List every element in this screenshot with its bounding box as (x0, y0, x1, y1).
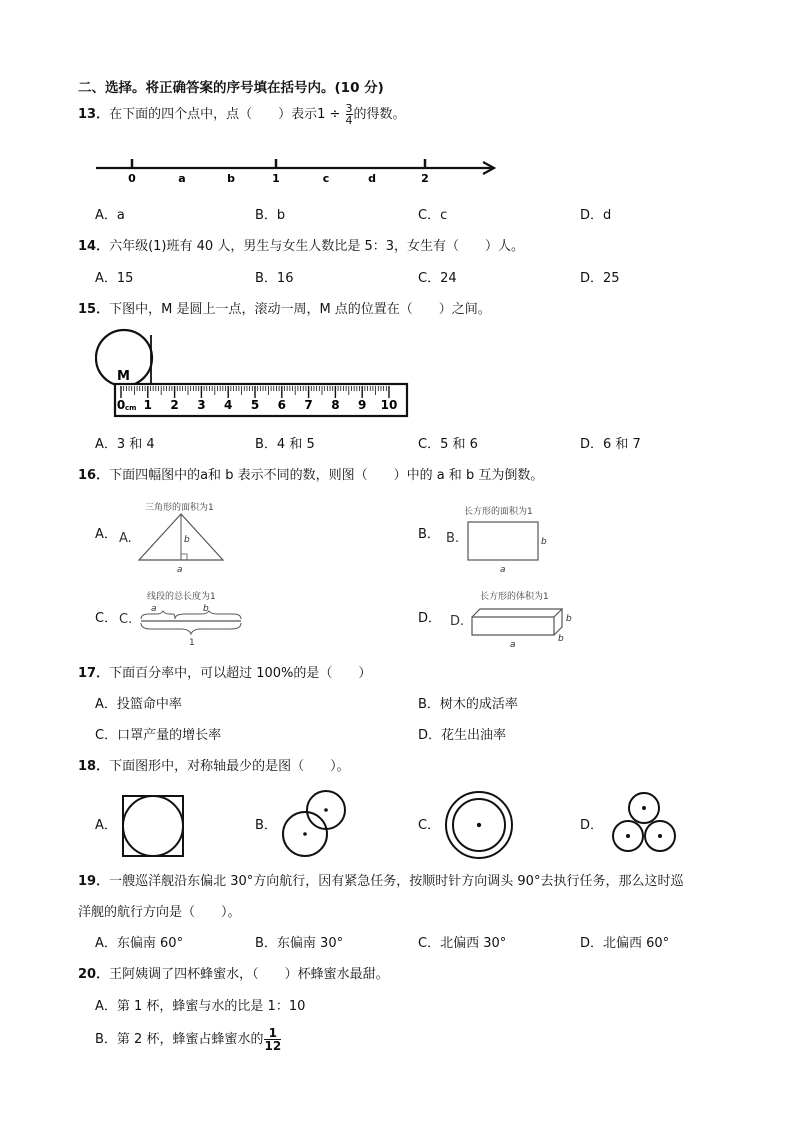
cuboid-label-b-top: b (566, 614, 572, 624)
question-number: 16． (78, 468, 110, 483)
option-d[interactable]: D． (580, 818, 604, 833)
rectangle-figure (442, 500, 582, 576)
cuboid-caption: 长方形的体积为1 (480, 592, 549, 602)
rectangle-label-b: b (541, 537, 547, 547)
ruler-label: 2 (170, 398, 179, 412)
fraction (346, 103, 353, 126)
axis-label-1: 1 (272, 172, 280, 185)
ruler-label: 4 (224, 398, 233, 412)
point-m-label: M (117, 369, 130, 384)
three-circles-figure (608, 790, 680, 860)
brace-total (141, 623, 241, 634)
question-number: 15． (78, 302, 110, 317)
two-circles-figure (280, 788, 350, 860)
axis-label-d: d (368, 172, 376, 185)
question-text: 六年级(1)班有 40 人，男生与女生人数比是 5：3，女生有（ ）人。 (109, 239, 524, 254)
question-18 (78, 758, 350, 776)
question-17 (78, 665, 371, 683)
top-circle-center (642, 806, 646, 810)
option-c[interactable]: C． (418, 818, 441, 833)
option-b[interactable] (95, 1027, 282, 1052)
rectangle-label-a: a (500, 565, 506, 575)
option-d[interactable]: D．6 和 7 (580, 437, 641, 452)
option-d[interactable]: D．北偏西 60° (580, 936, 670, 951)
center-dot (477, 823, 481, 827)
option-d[interactable]: D．d (580, 208, 612, 223)
axis-label-0: 0 (128, 172, 136, 185)
option-b[interactable]: B．b (255, 208, 286, 223)
option-c[interactable]: C．c (418, 208, 448, 223)
number-line (90, 150, 510, 190)
cuboid-top (472, 609, 562, 617)
question-text: 下图中，M 是圆上一点，滚动一周，M 点的位置在（ ）之间。 (109, 302, 491, 317)
option-d[interactable]: D． (418, 611, 442, 626)
option-a[interactable]: A．15 (95, 271, 134, 286)
option-a[interactable]: A． (95, 527, 117, 542)
triangle-figure (115, 496, 255, 576)
question-13 (78, 103, 406, 126)
triangle-label-b: b (184, 535, 190, 545)
option-a[interactable]: A．3 和 4 (95, 437, 155, 452)
inscribed-circle (123, 796, 183, 856)
option-c[interactable]: C．口罩产量的增长率 (95, 728, 222, 743)
right-angle-mark (181, 554, 187, 560)
question-number: 13． (78, 107, 110, 122)
rectangle-inner-label: B. (446, 531, 460, 546)
axis-label-a: a (178, 172, 186, 185)
question-text: 下面图形中，对称轴最少的是图（ ）。 (109, 759, 350, 774)
option-c[interactable]: C．24 (418, 271, 457, 286)
question-text: 在下面的四个点中，点（ ）表示1 ÷ (109, 107, 345, 122)
question-14 (78, 238, 524, 256)
question-20 (78, 966, 389, 984)
question-16 (78, 467, 543, 485)
triangle-caption: 三角形的面积为1 (145, 503, 214, 513)
option-d[interactable]: D．花生出油率 (418, 728, 507, 743)
fraction-numerator: 1 (268, 1026, 277, 1040)
question-number: 19． (78, 874, 110, 889)
option-a[interactable]: A．东偏南 60° (95, 936, 184, 951)
ruler-label: 3 (197, 398, 206, 412)
segment-label-total: 1 (189, 638, 195, 648)
fraction-denominator: 12 (264, 1039, 282, 1053)
option-b-text: B．第 2 杯，蜂蜜占蜂蜜水的 (95, 1032, 264, 1047)
question-number: 20． (78, 967, 110, 982)
cuboid-inner-label: D. (450, 614, 465, 629)
ruler-circle-figure (95, 325, 415, 420)
option-c[interactable]: C． (95, 611, 118, 626)
right-circle-center (658, 834, 662, 838)
question-15 (78, 301, 491, 319)
option-b[interactable]: B．树木的成活率 (418, 697, 518, 712)
question-text-end: 的得数。 (353, 107, 406, 122)
axis-label-b: b (227, 172, 235, 185)
cuboid-front (472, 617, 554, 635)
concentric-circles-figure (443, 789, 515, 861)
option-d[interactable]: D．25 (580, 271, 620, 286)
question-number: 18． (78, 759, 110, 774)
option-a[interactable]: A．a (95, 208, 125, 223)
cuboid-figure (442, 585, 592, 651)
axis-label-c: c (322, 172, 330, 185)
question-text: 下面百分率中，可以超过 100%的是（ ） (109, 666, 372, 681)
option-c[interactable]: C．5 和 6 (418, 437, 478, 452)
segment-label-a: a (151, 604, 157, 614)
ruler-label: 7 (304, 398, 313, 412)
segment-inner-label: C. (119, 612, 133, 627)
question-19 (78, 873, 683, 891)
option-b[interactable]: B．16 (255, 271, 294, 286)
cuboid-label-b-side: b (558, 634, 564, 644)
segment-caption: 线段的总长度为1 (147, 592, 216, 602)
small-circle-center (324, 808, 328, 812)
question-number: 14． (78, 239, 110, 254)
rectangle-caption: 长方形的面积为1 (464, 507, 533, 517)
option-b[interactable]: B．东偏南 30° (255, 936, 344, 951)
ruler-label: 1 (143, 398, 152, 412)
option-a[interactable]: A．第 1 杯，蜂蜜与水的比是 1：10 (95, 999, 306, 1014)
question-text: 下面四幅图中的a和 b 表示不同的数，则图（ ）中的 a 和 b 互为倒数。 (109, 468, 544, 483)
segment-label-b: b (203, 604, 209, 614)
ruler-label: 5 (250, 398, 260, 412)
option-b[interactable]: B． (255, 818, 277, 833)
ruler-label: 10 (380, 398, 398, 412)
fraction-denominator: 4 (345, 114, 353, 127)
cuboid-label-a: a (510, 640, 516, 650)
ruler-unit: cm (125, 404, 137, 412)
segment-figure (115, 585, 265, 649)
triangle-inner-label: A. (119, 531, 132, 546)
large-circle-center (303, 832, 307, 836)
ruler-label: 8 (331, 398, 340, 412)
option-a[interactable]: A．投篮命中率 (95, 697, 182, 712)
option-c[interactable]: C．北偏西 30° (418, 936, 507, 951)
triangle-label-a: a (177, 565, 183, 575)
left-circle-center (626, 834, 630, 838)
question-text: 王阿姨调了四杯蜂蜜水，（ ）杯蜂蜜水最甜。 (109, 967, 389, 982)
ruler-label: 0 (116, 398, 126, 412)
section-title: 二、选择。将正确答案的序号填在括号内。(10 分) (78, 80, 384, 96)
axis-label-2: 2 (421, 172, 429, 185)
ruler-label: 6 (277, 398, 286, 412)
fraction-numerator: 3 (345, 102, 353, 115)
brace-b (175, 611, 241, 619)
option-b[interactable]: B． (418, 527, 440, 542)
square-circle-figure (120, 793, 186, 859)
rectangle-shape (468, 522, 538, 560)
ruler-label: 9 (358, 398, 367, 412)
brace-a (141, 611, 175, 619)
fraction (264, 1027, 281, 1052)
question-19-line2: 洋舰的航行方向是（ ）。 (78, 905, 241, 920)
option-a[interactable]: A． (95, 818, 117, 833)
option-b[interactable]: B．4 和 5 (255, 437, 315, 452)
question-number: 17． (78, 666, 110, 681)
question-text: 一艘巡洋舰沿东偏北 30°方向航行，因有紧急任务，按顺时针方向调头 90°去执行任务，那么这时巡 (109, 874, 684, 889)
